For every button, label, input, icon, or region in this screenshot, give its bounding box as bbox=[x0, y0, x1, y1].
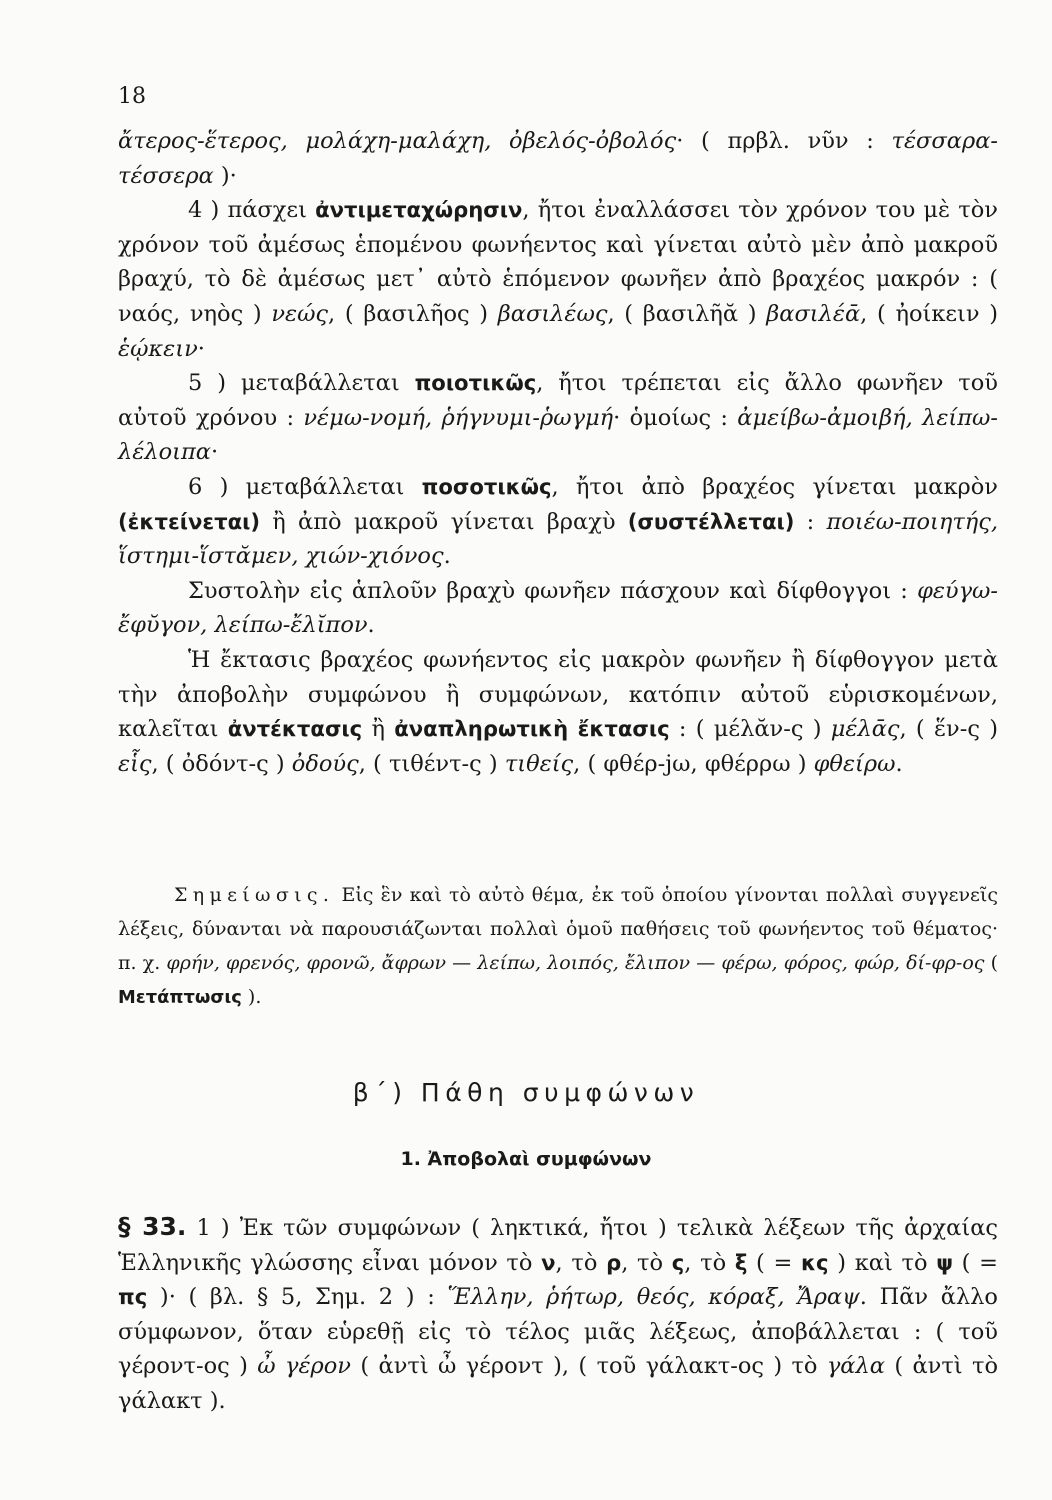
main-text bbox=[118, 124, 998, 781]
term-anaplirotiki: ἀναπληρωτικὴ ἔκτασις bbox=[394, 716, 670, 742]
note-label: Σημείωσις. bbox=[174, 884, 335, 906]
section-title: β΄) Πάθη συμφώνων bbox=[352, 1078, 700, 1107]
paragraph-systole: Συστολὴν εἰς ἁπλοῦν βραχὺ φωνῆεν πάσχουν καὶ δίφθογγοι : φεύγω-ἔφῠγον, λείπω-ἔλῐπον. bbox=[118, 577, 998, 639]
paragraph-number: § 33. bbox=[118, 1212, 187, 1241]
term-posotikos: ποσοτικῶς bbox=[421, 473, 552, 499]
paragraph-33: § 33. 1 ) Ἐκ τῶν συμφώνων ( ληκτικά, ἤτοι ) τελικὰ λέξεων τῆς ἀρχαίας Ἑλληνικῆς γλώσσης εἶναι μόνον τὸ ν, τὸ ρ, τὸ ς, τὸ ξ ( = κς ) καὶ τὸ ψ ( = πς )· ( βλ. § 5, Σημ. 2 ) : Ἕλλην, ῥήτωρ, θεός, κόραξ, Ἄραψ. Πᾶν ἄλλο σύμφωνον, ὅταν εὑρεθῇ εἰς τὸ τέλος μιᾶς λέξεως, ἀποβάλλεται : ( τοῦ γέροντ-ος ) ὦ γέρον ( ἀντὶ ὦ γέροντ ), ( τοῦ γάλακτ-ος ) τὸ γάλα ( ἀντὶ τὸ γάλακτ ). bbox=[118, 1212, 998, 1414]
note-block bbox=[118, 878, 998, 1015]
paragraph-antektasis: Ἡ ἔκτασις βραχέος φωνήεντος εἰς μακρὸν φωνῆεν ἢ δίφθογγον μετὰ τὴν ἀποβολὴν συμφώνου ἢ συμφώνων, κατόπιν αὐτοῦ εὑρισκομένων, καλεῖται ἀντέκτασις ἢ ἀναπληρωτικὴ ἔκτασις : ( μέλᾰν-ς ) μέλᾱς, ( ἕν-ς ) εἷς, ( ὀδόντ-ς ) ὀδούς, ( τιθέντ-ς ) τιθείς, ( φθέρ-jω, φθέρρω ) φθείρω. bbox=[118, 646, 998, 777]
term-antimetachorisis: ἀντιμεταχώρησιν bbox=[315, 197, 523, 223]
subsection-title: 1. Ἀποβολαὶ συμφώνων bbox=[400, 1148, 652, 1170]
section-33-text bbox=[118, 1210, 998, 1419]
paragraph-qualitative: 5 ) μεταβάλλεται ποιοτικῶς, ἤτοι τρέπεται εἰς ἄλλο φωνῆεν τοῦ αὐτοῦ χρόνου : νέμω-νομή, ῥήγνυμι-ῥωγμή· ὁμοίως : ἀμείβω-ἀμοιβή, λείπω-λέλοιπα· bbox=[118, 370, 998, 466]
paragraph-metathesis: 4 ) πάσχει ἀντιμεταχώρησιν, ἤτοι ἐναλλάσσει τὸν χρόνον του μὲ τὸν χρόνον τοῦ ἀμέσως ἑπομένου φωνήεντος καὶ γίνεται αὐτὸ μὲν ἀπὸ μακροῦ βραχύ, τὸ δὲ ἀμέσως μετ᾽ αὐτὸ ἑπόμενον φωνῆεν ἀπὸ βραχέος μακρόν : ( ναός, νηὸς ) νεώς, ( βασιλῆος ) βασιλέως, ( βασιλῆᾰ ) βασιλέᾱ, ( ἠοίκειν ) ἑῴκειν· bbox=[118, 197, 999, 362]
term-systelletai: (συστέλλεται) bbox=[627, 508, 795, 534]
term-poiotikos: ποιοτικῶς bbox=[414, 370, 537, 396]
term-antektasis: ἀντέκτασις bbox=[227, 716, 363, 742]
page-number: 18 bbox=[118, 84, 146, 109]
term-ekteinetai: (ἐκτείνεται) bbox=[118, 508, 261, 534]
example-words: ἄτερος-ἕτερος, μολάχη-μαλάχη, ὀβελός-ὀβολός bbox=[118, 128, 677, 154]
paragraph-continuation: ἄτερος-ἕτερος, μολάχη-μαλάχη, ὀβελός-ὀβολός· ( πρβλ. νῦν : τέσσαρα-τέσσερα )· bbox=[118, 128, 998, 189]
note-paragraph: Σημείωσις. Εἰς ἓν καὶ τὸ αὐτὸ θέμα, ἐκ τοῦ ὁποίου γίνονται πολλαὶ συγγενεῖς λέξεις, δύνανται νὰ παρουσιάζωνται πολλαὶ ὁμοῦ παθήσεις τοῦ φωνήεντος τοῦ θέματος· π. χ. φρήν, φρενός, φρονῶ, ἄφρων — λείπω, λοιπός, ἔλιπον — φέρω, φόρος, φώρ, δί-φρ-ος ( Μετάπτωσις ). bbox=[118, 884, 998, 1008]
term-metaptosis: Μετάπτωσις bbox=[118, 987, 242, 1008]
paragraph-quantitative: 6 ) μεταβάλλεται ποσοτικῶς, ἤτοι ἀπὸ βραχέος γίνεται μακρὸν (ἐκτείνεται) ἢ ἀπὸ μακροῦ γίνεται βραχὺ (συστέλλεται) : ποιέω-ποιητής, ἵστημι-ἵστᾰμεν, χιών-χιόνος. bbox=[118, 473, 998, 570]
